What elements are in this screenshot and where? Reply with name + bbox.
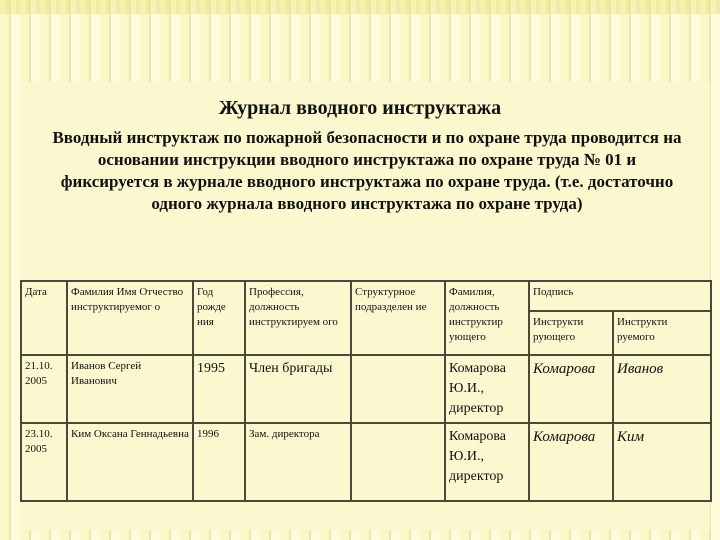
cell-date: 21.10. 2005 [21,355,67,423]
header-year: Год рожде ния [193,281,245,355]
cell-instructor: Комарова Ю.И., директор [445,423,529,501]
cell-sig-instructor: Комарова [529,423,613,501]
cell-instructor: Комарова Ю.И., директор [445,355,529,423]
cell-year: 1995 [193,355,245,423]
header-sig-instructor: Инструкти рующего [529,311,613,355]
table-row [21,423,711,501]
header-instructor: Фамилия, должность инструктир ующего [445,281,529,355]
cell-department [351,355,445,423]
description-text: Вводный инструктаж по пожарной безопасности и по охране труда проводится на основании инструкции вводного инструктажа по охране труда № 01 и фиксируется в журнале вводного инструктажа по охране труда. (т.е. достаточно одного журнала вводного инструктажа по охране труда) [52,128,682,213]
table-row [21,355,711,423]
page-title: Журнал вводного инструктажа [218,97,502,119]
cell-department [351,423,445,501]
cell-name: Ким Оксана Геннадьевна [67,423,193,501]
header-date: Дата [21,281,67,355]
cell-sig-instructor: Комарова [529,355,613,423]
decorative-stripe [0,0,720,14]
cell-date: 23.10. 2005 [21,423,67,501]
cell-name: Иванов Сергей Иванович [67,355,193,423]
header-profession: Профессия, должность инструктируем ого [245,281,351,355]
cell-sig-instructed: Ким [613,423,711,501]
cell-year: 1996 [193,423,245,501]
header-department: Структурное подразделен ие [351,281,445,355]
header-signature: Подпись [529,281,711,311]
journal-table [20,280,712,502]
cell-sig-instructed: Иванов [613,355,711,423]
table-header-row [21,281,711,311]
header-name: Фамилия Имя Отчество инструктируемог о [67,281,193,355]
cell-profession: Зам. директора [245,423,351,501]
cell-profession: Член бригады [245,355,351,423]
header-sig-instructed: Инструкти руемого [613,311,711,355]
